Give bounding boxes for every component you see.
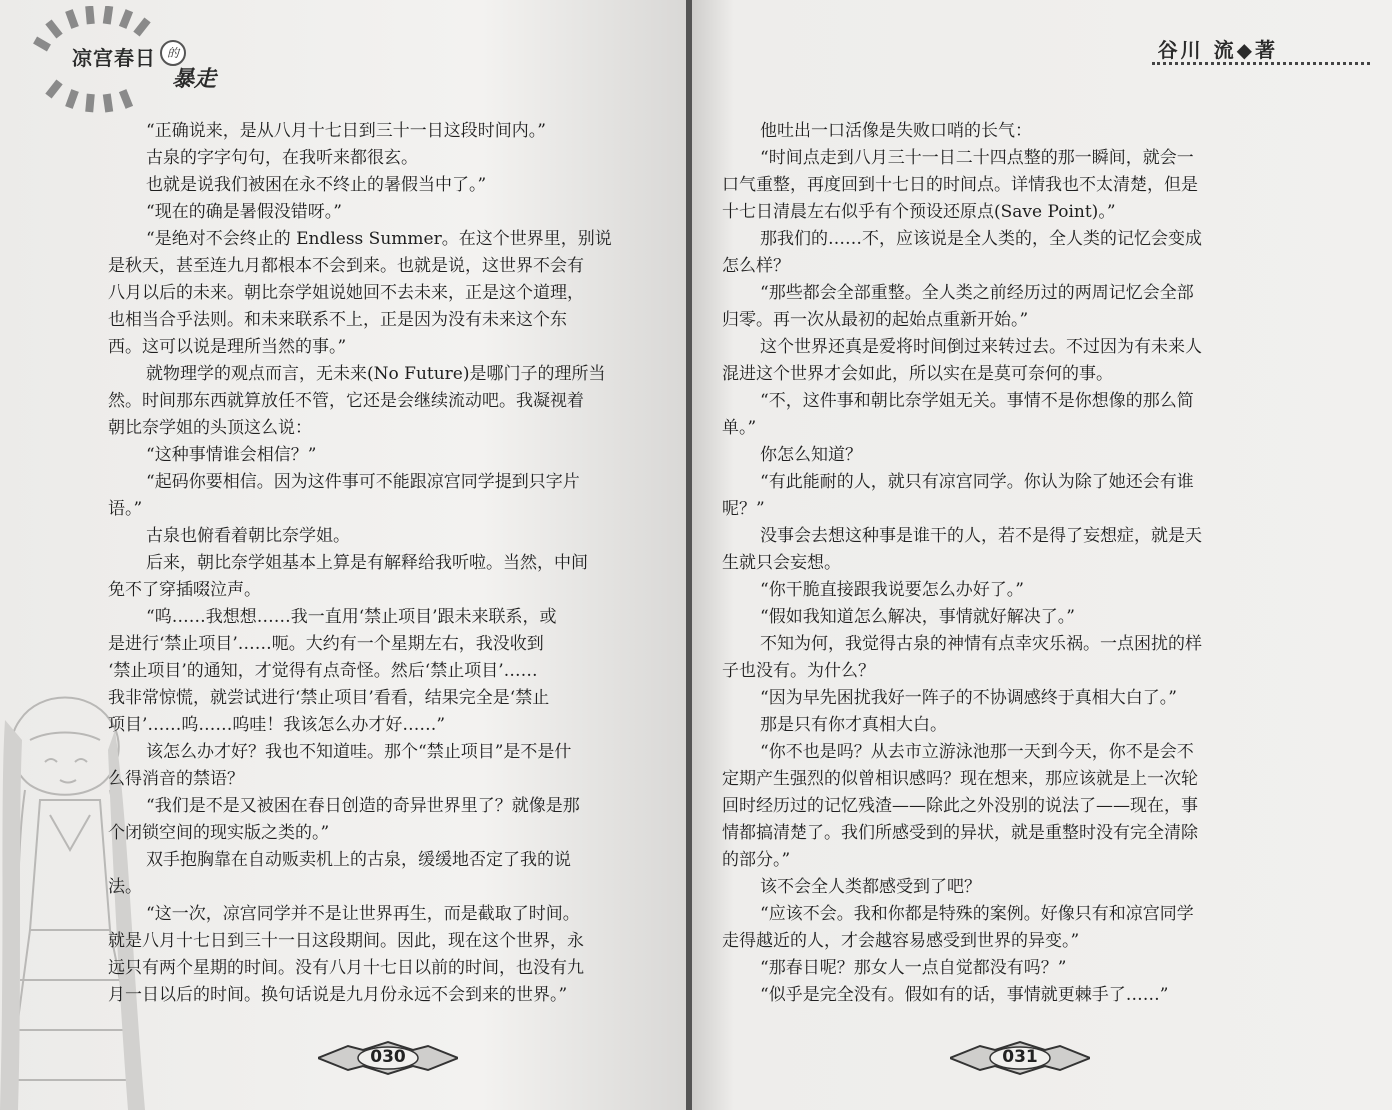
text-line: “应该不会。我和你都是特殊的案例。好像只有和凉宫同学	[760, 904, 1194, 924]
text-line: 我非常惊慌，就尝试进行‘禁止项目’看看，结果完全是‘禁止	[108, 688, 550, 708]
text-line: “是绝对不会终止的 Endless Summer。在这个世界里，别说	[146, 229, 612, 249]
text-line: 月一日以后的时间。换句话说是九月份永远不会到来的世界。”	[108, 985, 568, 1005]
header-dotted-rule	[1152, 62, 1370, 65]
text-line: “你干脆直接跟我说要怎么办好了。”	[760, 580, 1024, 600]
left-page-number: 030	[370, 1047, 406, 1067]
left-page-body	[108, 118, 668, 1009]
text-line: 口气重整，再度回到十七日的时间点。详情我也不太清楚，但是	[722, 175, 1198, 195]
right-page-number: 031	[1002, 1047, 1038, 1067]
text-line: 然。时间那东西就算放任不管，它还是会继续流动吧。我凝视着	[108, 391, 584, 411]
series-subtitle: 暴走	[172, 67, 217, 92]
text-line: 就物理学的观点而言，无未来(No Future)是哪门子的理所当	[146, 364, 606, 384]
text-line: 西。这可以说是理所当然的事。”	[108, 337, 347, 357]
text-line: 朝比奈学姐的头顶这么说：	[108, 418, 312, 438]
text-line: 八月以后的未来。朝比奈学姐说她回不去未来，正是这个道理，	[108, 283, 584, 303]
text-line: 情都搞清楚了。我们所感受到的异状，就是重整时没有完全清除	[722, 823, 1198, 843]
text-line: 该不会全人类都感受到了吧？	[760, 877, 981, 897]
text-line: “似乎是完全没有。假如有的话，事情就更棘手了……”	[760, 985, 1169, 1005]
text-line: 是进行‘禁止项目’……呃。大约有一个星期左右，我没收到	[108, 634, 544, 654]
text-line: 项目’……呜……呜哇！我该怎么办才好……”	[108, 715, 446, 735]
text-line: 混进这个世界才会如此，所以实在是莫可奈何的事。	[722, 364, 1113, 384]
text-line: “起码你要相信。因为这件事可不能跟凉宫同学提到只字片	[146, 472, 580, 492]
text-line: “不，这件事和朝比奈学姐无关。事情不是你想像的那么简	[760, 391, 1194, 411]
text-line: 的部分。”	[722, 850, 791, 870]
text-line: ‘禁止项目’的通知，才觉得有点奇怪。然后‘禁止项目’……	[108, 661, 538, 681]
series-title: 凉宫春日	[72, 46, 156, 70]
text-line: 生就只会妄想。	[722, 553, 841, 573]
text-line: 远只有两个星期的时间。没有八月十七日以前的时间，也没有九	[108, 958, 584, 978]
text-line: 呢？”	[722, 499, 765, 519]
text-line: 走得越近的人，才会越容易感受到世界的异变。”	[722, 931, 1080, 951]
text-line: 子也没有。为什么？	[722, 661, 875, 681]
text-line: “正确说来，是从八月十七日到三十一日这段时间内。”	[146, 121, 546, 141]
text-line: “你不也是吗？从去市立游泳池那一天到今天，你不是会不	[760, 742, 1194, 762]
right-page	[692, 0, 1392, 1110]
text-line: “我们是不是又被困在春日创造的奇异世界里了？就像是那	[146, 796, 580, 816]
text-line: 十七日清晨左右似乎有个预设还原点(Save Point)。”	[722, 202, 1116, 222]
text-line: 回时经历过的记忆残渣——除此之外没别的说法了——现在，事	[722, 796, 1198, 816]
text-line: “现在的确是暑假没错呀。”	[146, 202, 342, 222]
text-line: 语。”	[108, 499, 143, 519]
text-line: 个闭锁空间的现实版之类的。”	[108, 823, 330, 843]
text-line: “有此能耐的人，就只有凉宫同学。你认为除了她还会有谁	[760, 472, 1194, 492]
text-line: “假如我知道怎么解决，事情就好解决了。”	[760, 607, 1075, 627]
text-line: “那些都会全部重整。全人类之前经历过的两周记忆会全部	[760, 283, 1194, 303]
text-line: “那春日呢？那女人一点自觉都没有吗？”	[760, 958, 1067, 978]
text-line: 这个世界还真是爱将时间倒过来转过去。不过因为有未来人	[760, 337, 1202, 357]
text-line: 归零。再一次从最初的起始点重新开始。”	[722, 310, 1029, 330]
text-line: 后来，朝比奈学姐基本上算是有解释给我听啦。当然，中间	[146, 553, 588, 573]
text-line: 怎么样？	[722, 256, 790, 276]
text-line: 也相当合乎法则。和未来联系不上，正是因为没有未来这个东	[108, 310, 567, 330]
text-line: 法。	[108, 877, 142, 897]
text-line: 古泉也俯看着朝比奈学姐。	[146, 526, 350, 546]
text-line: 单。”	[722, 418, 757, 438]
text-line: 那是只有你才真相大白。	[760, 715, 947, 735]
text-line: “呜……我想想……我一直用‘禁止项目’跟未来联系，或	[146, 607, 557, 627]
text-line: 也就是说我们被困在永不终止的暑假当中了。”	[146, 175, 487, 195]
text-line: 定期产生强烈的似曾相识感吗？现在想来，那应该就是上一次轮	[722, 769, 1198, 789]
text-line: “这种事情谁会相信？”	[146, 445, 317, 465]
text-line: 该怎么办才好？我也不知道哇。那个“禁止项目”是不是什	[146, 742, 572, 762]
text-line: 没事会去想这种事是谁干的人，若不是得了妄想症，就是天	[760, 526, 1202, 546]
text-line: 你怎么知道？	[760, 445, 862, 465]
left-page	[0, 0, 688, 1110]
text-line: “因为早先困扰我好一阵子的不协调感终于真相大白了。”	[760, 688, 1177, 708]
series-title-particle: 的	[160, 40, 186, 66]
text-line: 是秋天，甚至连九月都根本不会到来。也就是说，这世界不会有	[108, 256, 584, 276]
text-line: 那我们的……不，应该说是全人类的，全人类的记忆会变成	[760, 229, 1202, 249]
right-page-number-ornament	[950, 1040, 1090, 1076]
right-page-body	[722, 118, 1282, 1009]
text-line: 就是八月十七日到三十一日这段期间。因此，现在这个世界，永	[108, 931, 584, 951]
text-line: “时间点走到八月三十一日二十四点整的那一瞬间，就会一	[760, 148, 1194, 168]
text-line: “这一次，凉宫同学并不是让世界再生，而是截取了时间。	[146, 904, 580, 924]
text-line: 免不了穿插啜泣声。	[108, 580, 261, 600]
text-line: 他吐出一口活像是失败口哨的长气：	[760, 121, 1032, 141]
author-credit: 谷川 流◆著	[1157, 38, 1278, 62]
left-page-number-ornament	[318, 1040, 458, 1076]
text-line: 不知为何，我觉得古泉的神情有点幸灾乐祸。一点困扰的样	[760, 634, 1202, 654]
text-line: 古泉的字字句句，在我听来都很玄。	[146, 148, 418, 168]
text-line: 双手抱胸靠在自动贩卖机上的古泉，缓缓地否定了我的说	[146, 850, 571, 870]
text-line: 么得消音的禁语？	[108, 769, 244, 789]
